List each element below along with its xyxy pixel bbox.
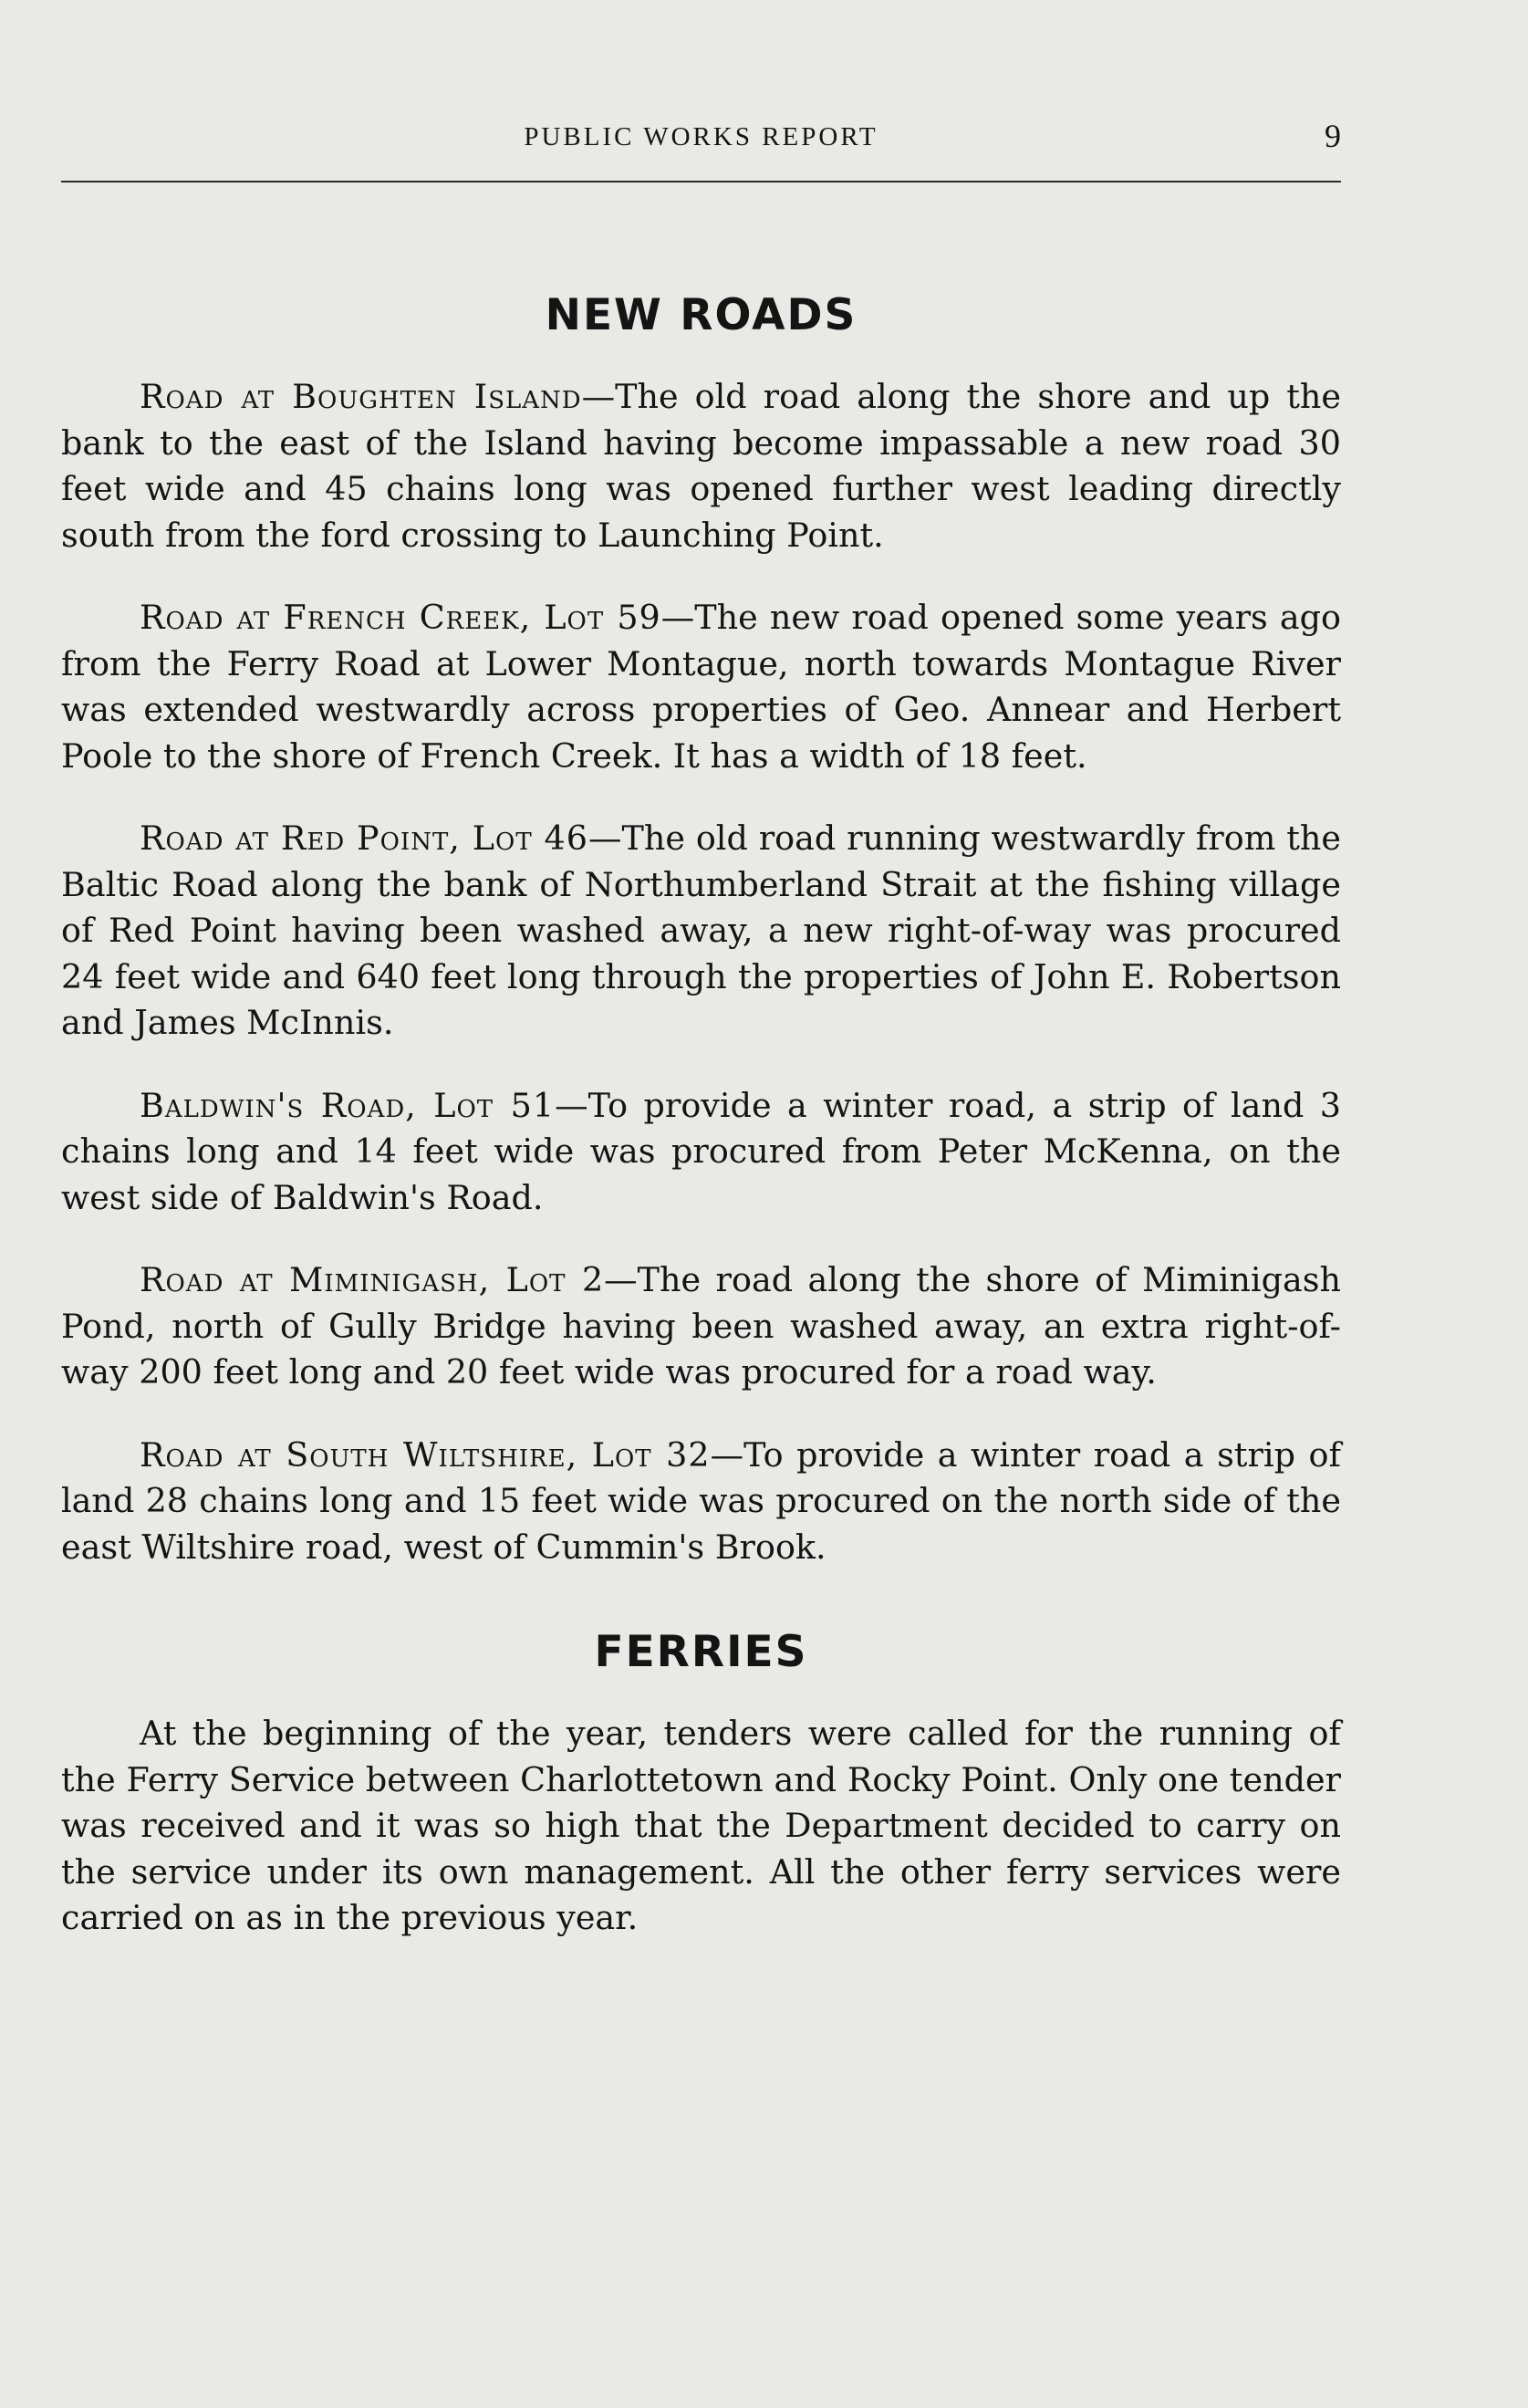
paragraph-text: —The road along the shore of Miminigash Pond, north of Gully Bridge having been washed away, an extra right-of-way 200 feet long and 20 feet wide was procured for a road way.	[61, 1260, 1341, 1392]
paragraph-lead: Road at French Creek, Lot 59	[140, 598, 661, 637]
paragraph-miminigash	[61, 1257, 1341, 1396]
paragraph-boughten-island	[61, 374, 1341, 558]
paragraph-text: —The old road running westwardly from the Baltic Road along the bank of Northumberland Strait at the fishing village of Red Point having been washed away, a new right-of-way was procured 24 feet wide and 640 feet long through the properties of John E. Robertson and James McInnis.	[61, 818, 1341, 1042]
paragraph-ferries: At the beginning of the year, tenders were called for the running of the Ferry Service between Charlottetown and Rocky Point. Only one tender was received and it was so high that the Department decided to carry on the service under its own management. All the other ferry services were carried on as in the previous year.	[61, 1714, 1341, 1937]
section-heading-ferries: FERRIES	[594, 1627, 808, 1677]
paragraph-text: —To provide a winter road, a strip of land 3 chains long and 14 feet wide was procured from Peter McKenna, on the west side of Baldwin's Road.	[61, 1085, 1341, 1217]
paragraph-french-creek	[61, 595, 1341, 779]
paragraph-lead: Road at Miminigash, Lot 2	[140, 1260, 605, 1299]
page-content	[61, 281, 1341, 1942]
paragraph-lead: Road at Red Point, Lot 46	[140, 818, 588, 858]
section-heading-new-roads: NEW ROADS	[545, 290, 858, 340]
running-header	[61, 117, 1341, 182]
paragraph-south-wiltshire	[61, 1433, 1341, 1571]
paragraph-text: —The old road along the shore and up the bank to the east of the Island having become impassable a new road 30 feet wide and 45 chains long was opened further west leading directly south from the ford crossing to Launching Point.	[61, 377, 1341, 555]
paragraph-baldwins-road	[61, 1083, 1341, 1222]
page-number: 9	[1325, 118, 1341, 154]
paragraph-lead: Baldwin's Road, Lot 51	[140, 1085, 556, 1125]
paragraph-text: —The new road opened some years ago from the Ferry Road at Lower Montague, north towards Montague River was extended westwardly across properties of Geo. Annear and Herbert Poole to the shore of French Creek. It has a width of 18 feet.	[61, 598, 1342, 776]
paragraph-text: —To provide a winter road a strip of land 28 chains long and 15 feet wide was procured on the north side of the east Wiltshire road, west of Cummin's Brook.	[61, 1434, 1341, 1567]
paragraph-lead: Road at South Wiltshire, Lot 32	[140, 1434, 711, 1475]
running-title: PUBLIC WORKS REPORT	[524, 122, 878, 151]
paragraph-lead: Road at Boughten Island	[140, 377, 582, 416]
paragraph-red-point	[61, 816, 1341, 1047]
